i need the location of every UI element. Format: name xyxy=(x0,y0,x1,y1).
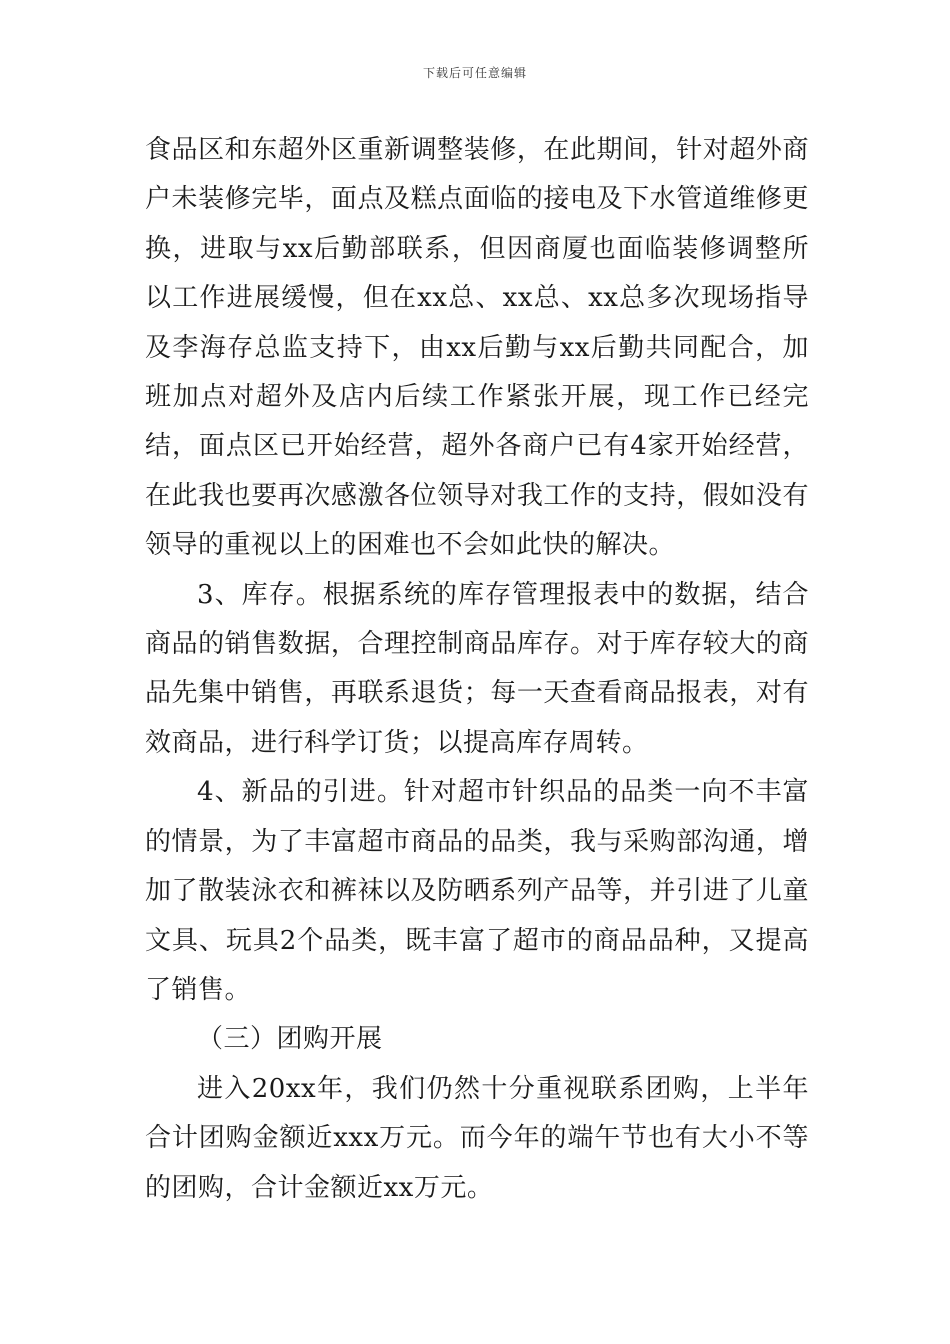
paragraph-new-products: 4、新品的引进。针对超市针织品的品类一向不丰富的情景，为了丰富超市商品的品类，我与采购部沟通，增加了散装泳衣和裤袜以及防晒系列产品等，并引进了儿童文具、玩具2个品类，既丰富了超市的商品品种，又提高了销售。 xyxy=(145,777,809,1005)
page-header: 下载后可任意编辑 xyxy=(422,66,527,80)
paragraph-inventory: 3、库存。根据系统的库存管理报表中的数据，结合商品的销售数据，合理控制商品库存。对于库存较大的商品先集中销售，再联系退货；每一天查看商品报表，对有效商品，进行科学订货；以提高库存周转。 xyxy=(145,579,809,758)
paragraph-group-purchase: 进入20xx年，我们仍然十分重视联系团购，上半年合计团购金额近xxx万元。而今年的端午节也有大小不等的团购，合计金额近xx万元。 xyxy=(145,1073,809,1203)
paragraph-renovation: 食品区和东超外区重新调整装修，在此期间，针对超外商户未装修完毕，面点及糕点面临的接电及下水管道维修更换，进取与xx后勤部联系，但因商厦也面临装修调整所以工作进展缓慢，但在xx总、xx总、xx总多次现场指导及李海存总监支持下，由xx后勤与xx后勤共同配合，加班加点对超外及店内后续工作紧张开展，现工作已经完结，面点区已开始经营，超外各商户已有4家开始经营，在此我也要再次感激各位领导对我工作的支持，假如没有领导的重视以上的困难也不会如此快的解决。 xyxy=(145,135,809,561)
document-body xyxy=(145,126,809,1213)
section-heading-group-purchase: （三）团购开展 xyxy=(197,1024,383,1055)
